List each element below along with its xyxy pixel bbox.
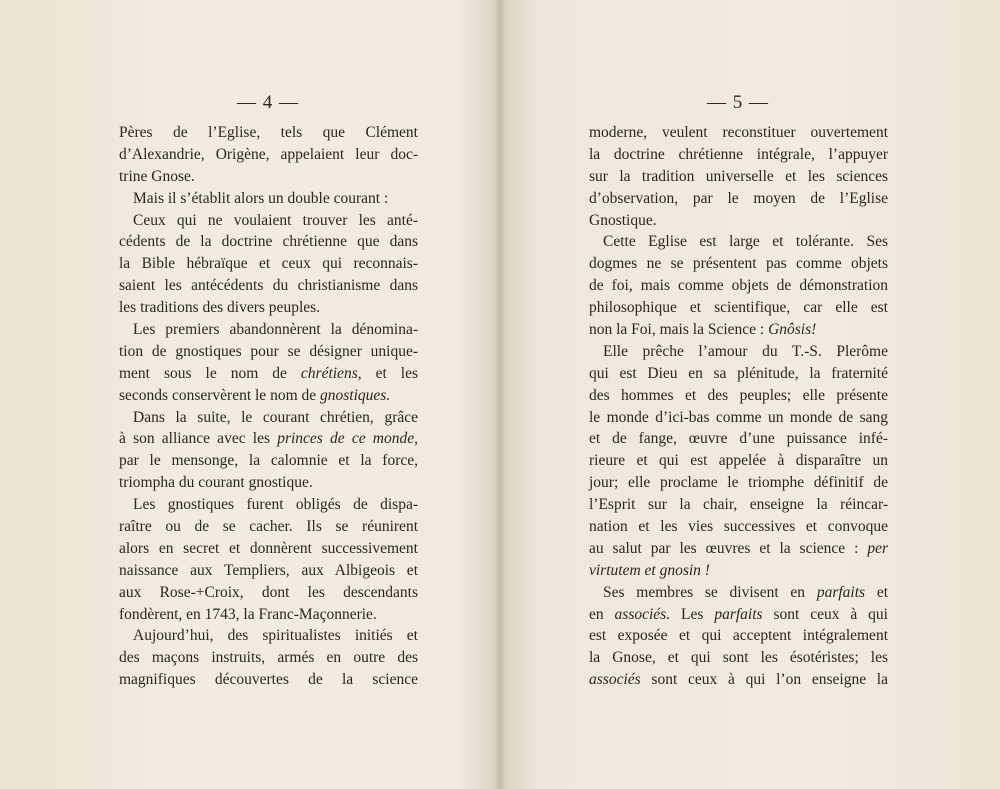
- emphasized-text: parfaits: [714, 605, 763, 623]
- text-segment: rieure et qui est appelée à disparaître un: [589, 452, 888, 470]
- text-segment: Pères de l’Eglise, tels que Clément: [119, 124, 418, 141]
- page-text: [589, 122, 888, 691]
- page-number: — 5 —: [707, 92, 769, 113]
- text-line: [589, 297, 888, 319]
- text-segment: en: [589, 605, 615, 623]
- emphasized-text: virtutem et gnosin !: [589, 561, 710, 579]
- text-line: [589, 647, 888, 669]
- text-segment: Aujourd’hui, des spiritualistes initiés et: [133, 627, 418, 645]
- emphasized-text: associés: [589, 671, 641, 689]
- text-line: [589, 363, 888, 385]
- text-line: [589, 144, 888, 166]
- text-segment: sur la tradition universelle et les sciences: [589, 167, 888, 185]
- text-line: [589, 582, 888, 604]
- text-segment: Ceux qui ne voulaient trouver les anté-: [133, 211, 418, 229]
- right-page: [500, 0, 1000, 789]
- text-segment: l’Esprit sur la chair, enseigne la réincar-: [589, 496, 888, 514]
- text-segment: et les: [361, 364, 419, 382]
- text-line: [119, 538, 418, 560]
- text-segment: naissance aux Templiers, aux Albigeois et: [119, 561, 418, 579]
- text-segment: fondèrent, en 1743, la Franc-Maçonnerie.: [119, 605, 377, 623]
- text-segment: ment sous le nom de: [119, 364, 301, 382]
- text-segment: Mais il s’établit alors un double courant :: [133, 189, 389, 207]
- text-segment: et de fange, œuvre d’une puissance infé-: [589, 430, 888, 448]
- text-segment: et: [865, 583, 888, 601]
- text-line: [589, 494, 888, 516]
- text-line: [119, 275, 418, 297]
- text-line: [589, 188, 888, 210]
- emphasized-text: princes de ce monde,: [277, 430, 418, 448]
- text-line: [589, 669, 888, 691]
- text-line: [589, 604, 888, 626]
- text-line: [589, 122, 888, 144]
- text-line: [589, 450, 888, 472]
- text-line: [119, 319, 418, 341]
- text-line: [119, 669, 418, 691]
- text-segment: la doctrine chrétienne intégrale, l’appuyer: [589, 145, 888, 163]
- text-segment: Les gnostiques furent obligés de dispa-: [133, 496, 418, 514]
- text-line: [119, 188, 418, 210]
- text-segment: trine Gnose.: [119, 167, 195, 185]
- text-line: [589, 472, 888, 494]
- emphasized-text: chrétiens,: [300, 364, 362, 382]
- text-line: [589, 428, 888, 450]
- page-number: — 4 —: [237, 92, 299, 113]
- text-line: [119, 122, 418, 144]
- text-segment: dogmes ne se présentent pas comme objets: [589, 255, 888, 273]
- text-segment: qui est Dieu en sa plénitude, la fraternité: [589, 364, 888, 382]
- text-segment: d’observation, par le moyen de l’Eglise: [589, 189, 888, 207]
- text-line: [589, 319, 888, 341]
- text-segment: jour; elle proclame le triomphe définitif de: [589, 474, 888, 492]
- text-segment: cédents de la doctrine chrétienne que dans: [119, 233, 418, 251]
- text-segment: non la Foi, mais la Science :: [589, 321, 769, 339]
- text-segment: Ses membres se divisent en: [603, 583, 817, 601]
- text-line: [119, 472, 418, 494]
- emphasized-text: associés.: [614, 605, 671, 623]
- text-segment: est exposée et qui acceptent intégralement: [589, 627, 888, 645]
- text-segment: moderne, veulent reconstituer ouvertement: [589, 124, 888, 141]
- text-segment: d’Alexandrie, Origène, appelaient leur doc-: [119, 145, 418, 163]
- text-segment: Elle prêche l’amour du T.-S. Plerôme: [603, 342, 888, 360]
- text-segment: Les: [670, 605, 715, 623]
- text-line: [119, 166, 418, 188]
- text-line: [119, 582, 418, 604]
- text-line: [589, 210, 888, 232]
- text-line: [119, 560, 418, 582]
- text-line: [119, 363, 418, 385]
- text-segment: le monde d’ici-bas comme un monde de sang: [589, 408, 888, 426]
- text-segment: alors en secret et donnèrent successivement: [119, 539, 418, 557]
- text-segment: Gnostique.: [589, 211, 657, 229]
- text-segment: saient les antécédents du christianisme dans: [119, 277, 418, 295]
- text-line: [589, 253, 888, 275]
- text-line: [589, 560, 888, 582]
- text-segment: les traditions des divers peuples.: [119, 299, 321, 317]
- text-segment: triompha du courant gnostique.: [119, 474, 313, 492]
- emphasized-text: parfaits: [816, 583, 866, 601]
- text-line: [589, 538, 888, 560]
- text-line: [119, 385, 418, 407]
- text-line: [589, 341, 888, 363]
- text-segment: nation et les vies successives et convoque: [589, 518, 888, 536]
- text-line: [589, 516, 888, 538]
- text-line: [119, 144, 418, 166]
- text-line: [119, 494, 418, 516]
- text-line: [119, 210, 418, 232]
- text-line: [589, 407, 888, 429]
- text-line: [119, 516, 418, 538]
- text-segment: aux Rose-+Croix, dont les descendants: [119, 583, 418, 601]
- text-line: [119, 604, 418, 626]
- text-line: [119, 253, 418, 275]
- text-line: [119, 231, 418, 253]
- text-line: [589, 166, 888, 188]
- text-segment: la Gnose, et qui sont les ésotéristes; les: [589, 649, 888, 667]
- text-segment: par le mensonge, la calomnie et la force,: [119, 452, 418, 470]
- text-segment: tion de gnostiques pour se désigner unique-: [119, 342, 418, 360]
- text-segment: Cette Eglise est large et tolérante. Ses: [603, 233, 888, 251]
- text-segment: la Bible hébraïque et ceux qui reconnais-: [119, 255, 418, 273]
- text-segment: philosophique et scientifique, car elle est: [589, 299, 888, 317]
- text-line: [119, 341, 418, 363]
- text-segment: de foi, mais comme objets de démonstration: [589, 277, 888, 295]
- text-segment: des hommes et des peuples; elle présente: [589, 386, 888, 404]
- text-line: [119, 450, 418, 472]
- text-line: [589, 231, 888, 253]
- text-line: [119, 647, 418, 669]
- text-line: [119, 625, 418, 647]
- text-segment: sont ceux à qui: [762, 605, 888, 623]
- text-line: [589, 275, 888, 297]
- text-line: [589, 385, 888, 407]
- text-line: [119, 297, 418, 319]
- text-segment: raître ou de se cacher. Ils se réunirent: [119, 518, 418, 536]
- text-segment: sont ceux à qui l’on enseigne la: [640, 671, 888, 689]
- emphasized-text: gnostiques.: [320, 386, 391, 404]
- emphasized-text: Gnôsis!: [768, 321, 817, 339]
- text-segment: à son alliance avec les: [119, 430, 278, 448]
- text-segment: au salut par les œuvres et la science :: [589, 539, 868, 557]
- text-line: [119, 407, 418, 429]
- page-text: [119, 122, 418, 691]
- text-segment: Dans la suite, le courant chrétien, grâce: [133, 408, 418, 426]
- text-line: [119, 428, 418, 450]
- text-segment: des maçons instruits, armés en outre des: [119, 649, 418, 667]
- text-segment: Les premiers abandonnèrent la dénomina-: [133, 321, 418, 339]
- text-line: [589, 625, 888, 647]
- emphasized-text: per: [867, 539, 888, 557]
- text-segment: magnifiques découvertes de la science: [119, 671, 418, 689]
- text-segment: seconds conservèrent le nom de: [119, 386, 321, 404]
